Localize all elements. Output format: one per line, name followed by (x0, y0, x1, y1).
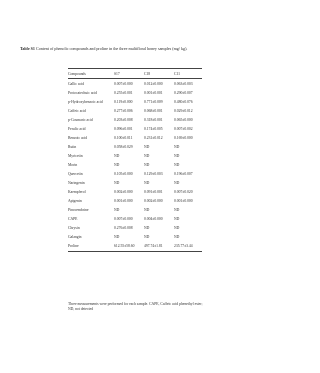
table-caption (20, 46, 250, 51)
table-row (68, 133, 202, 142)
cell-s17: ND (114, 181, 120, 186)
table-row (68, 151, 202, 160)
table-row (68, 215, 202, 224)
cell-compound: p-Coumaric acid (68, 117, 93, 122)
table-row (68, 97, 202, 106)
cell-c11: ND (174, 181, 180, 186)
cell-c11: 0.007±0.002 (174, 126, 193, 131)
cell-c11: ND (174, 144, 180, 149)
cell-compound: Kaempferol (68, 190, 86, 195)
cell-compound: Chrysin (68, 226, 80, 231)
cell-s17: 0.105±0.000 (114, 171, 133, 176)
cell-c11: ND (174, 208, 180, 213)
cell-s17: 0.002±0.000 (114, 190, 133, 195)
cell-compound: Pinocembrine (68, 208, 89, 213)
cell-c11: ND (174, 226, 180, 231)
table-row (68, 79, 202, 89)
cell-s17: 0.096±0.001 (114, 126, 133, 131)
cell-c11: 0.063±0.003 (174, 81, 193, 86)
cell-s17: 0.007±0.000 (114, 81, 133, 86)
cell-compound: Naringenin (68, 181, 85, 186)
table-row (68, 88, 202, 97)
cell-c18: ND (144, 181, 150, 186)
cell-c11: 0.065±0.000 (174, 117, 193, 122)
table-row (68, 188, 202, 197)
cell-compound: p-Hydroxybenzoic acid (68, 99, 103, 104)
table-row (68, 124, 202, 133)
cell-compound: CAPE (68, 217, 78, 222)
cell-s17: ND (114, 153, 120, 158)
table-row (68, 224, 202, 233)
cell-compound: Galangin (68, 235, 82, 240)
footnote-line: Three measurements were performed for each sample. CAPE, Caffeic acid phenethyl ester; (68, 302, 203, 306)
cell-c18: ND (144, 144, 150, 149)
cell-c18: 0.004±0.000 (144, 217, 163, 222)
table-caption-text: Content of phenolic compounds and proline in the three multifloral honey samples (mg/ kg). (36, 46, 188, 51)
cell-s17: ND (114, 208, 120, 213)
cell-compound: Gallic acid (68, 81, 85, 86)
cell-s17: ND (114, 235, 120, 240)
cell-compound: Morin (68, 162, 78, 167)
cell-s17: 0.277±0.006 (114, 108, 133, 113)
cell-c18: ND (144, 162, 150, 167)
cell-s17: 0.001±0.000 (114, 199, 133, 204)
cell-s17: 0.255±0.001 (114, 90, 133, 95)
cell-s17: 0.100±0.011 (114, 135, 133, 140)
table-body (68, 79, 202, 252)
cell-c18: 0.129±0.003 (144, 171, 163, 176)
cell-compound: Protocatechuic acid (68, 90, 97, 95)
table-row (68, 197, 202, 206)
cell-c11: 0.007±0.020 (174, 190, 193, 195)
cell-c18: 0.771±0.009 (144, 99, 163, 104)
cell-c11: 0.169±0.000 (174, 135, 193, 140)
cell-c11: ND (174, 217, 180, 222)
cell-c18: 0.318±0.001 (144, 117, 163, 122)
cell-c18: 0.091±0.001 (144, 190, 163, 195)
cell-s17: 0.203±0.008 (114, 117, 133, 122)
cell-c18: ND (144, 153, 150, 158)
cell-c18: 0.012±0.000 (144, 81, 163, 86)
cell-c11: 0.196±0.007 (174, 171, 193, 176)
cell-c11: 0.480±0.076 (174, 99, 193, 104)
cell-s17: 0.058±0.029 (114, 144, 133, 149)
cell-s17: 0.119±0.000 (114, 99, 133, 104)
cell-c18: ND (144, 235, 150, 240)
table-row (68, 115, 202, 124)
cell-c18: 0.231±0.012 (144, 135, 163, 140)
table-caption-label: Table S1 (20, 46, 35, 51)
cell-c18: ND (144, 208, 150, 213)
cell-c11: 235.77±3.44 (174, 244, 193, 249)
cell-c18: 0.068±0.001 (144, 108, 163, 113)
cell-c11: 0.029±0.012 (174, 108, 193, 113)
cell-c11: ND (174, 162, 180, 167)
table-row (68, 169, 202, 178)
table-row (68, 142, 202, 151)
cell-compound: Quercetin (68, 171, 83, 176)
header-c11: C11 (174, 71, 181, 76)
cell-c11: ND (174, 153, 180, 158)
table-row (68, 233, 202, 242)
cell-s17: 0.007±0.000 (114, 217, 133, 222)
cell-compound: Apigenin (68, 199, 82, 204)
table-row (68, 206, 202, 215)
header-s17: S17 (114, 71, 120, 76)
cell-s17: 612.55±58.60 (114, 244, 135, 249)
cell-s17: ND (114, 162, 120, 167)
cell-c18: 0.002±0.000 (144, 199, 163, 204)
table-row (68, 242, 202, 252)
table-row (68, 179, 202, 188)
table-row (68, 160, 202, 169)
header-compounds: Compounds (68, 71, 86, 76)
cell-compound: Myricetin (68, 153, 83, 158)
cell-c11: 0.001±0.000 (174, 199, 193, 204)
cell-compound: Benzoic acid (68, 135, 88, 140)
cell-compound: Proline (68, 244, 79, 249)
cell-c11: 0.290±0.007 (174, 90, 193, 95)
header-c18: C18 (144, 71, 151, 76)
cell-c18: 0.174±0.005 (144, 126, 163, 131)
footnote-line: ND, not detected (68, 306, 94, 311)
cell-compound: Rutin (68, 144, 77, 149)
table-footnote (68, 302, 202, 312)
table-row (68, 106, 202, 115)
cell-s17: 0.276±0.008 (114, 226, 133, 231)
cell-c18: ND (144, 226, 150, 231)
cell-compound: Caffeic acid (68, 108, 86, 113)
cell-c18: 497.74±1.81 (144, 244, 163, 249)
cell-compound: Ferulic acid (68, 126, 86, 131)
phenolic-compounds-table (68, 68, 202, 252)
cell-c11: ND (174, 235, 180, 240)
data-table (68, 68, 202, 252)
cell-c18: 0.001±0.001 (144, 90, 163, 95)
table-header-row (68, 69, 202, 79)
